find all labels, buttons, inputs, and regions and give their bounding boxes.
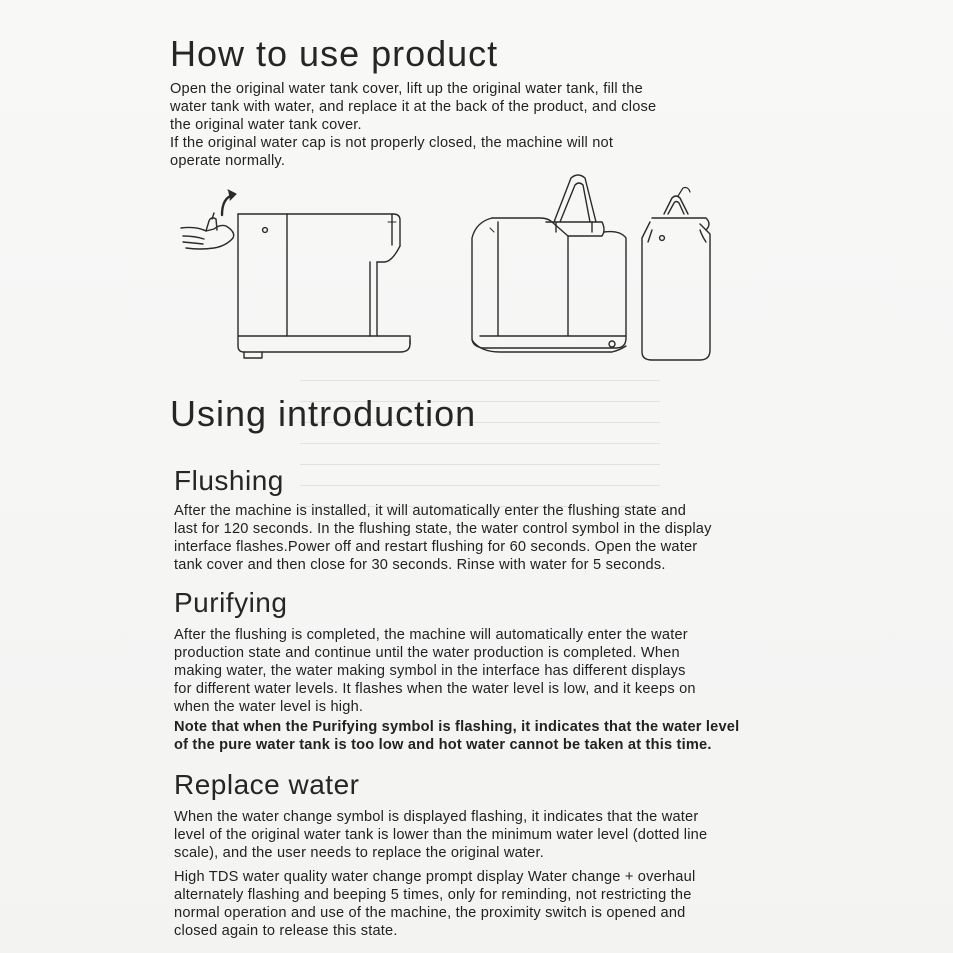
replace-water-title: Replace water (174, 769, 360, 800)
how-to-use-title: How to use product (170, 33, 499, 74)
replace-water-line-3: scale), and the user needs to replace the original water. (174, 845, 544, 861)
how-to-use-line-3: the original water tank cover. (170, 117, 362, 133)
using-introduction-title: Using introduction (170, 393, 477, 434)
machine-with-tank-lifted-illustration (472, 175, 626, 352)
flushing-line-4: tank cover and then close for 30 seconds. Rinse with water for 5 seconds. (174, 557, 666, 573)
how-to-use-line-2: water tank with water, and replace it at the back of the product, and close (170, 99, 657, 115)
hand-opening-cover-illustration (181, 190, 410, 358)
purifying-title: Purifying (174, 587, 288, 618)
replace-water-line-1: When the water change symbol is displayed flashing, it indicates that the water (174, 809, 699, 825)
flushing-line-1: After the machine is installed, it will automatically enter the flushing state and (174, 503, 687, 519)
replace-water-line-6: normal operation and use of the machine, the proximity switch is opened and (174, 905, 686, 921)
flushing-title: Flushing (174, 465, 284, 496)
replace-water-line-7: closed again to release this state. (174, 923, 398, 939)
how-to-use-line-4: If the original water cap is not properly closed, the machine will not (170, 135, 614, 151)
purifying-line-4: for different water levels. It flashes when the water level is low, and it keeps on (174, 681, 696, 697)
purifying-line-3: making water, the water making symbol in the interface has different displays (174, 663, 686, 679)
purifying-note-line-1: Note that when the Purifying symbol is flashing, it indicates that the water level (174, 719, 740, 735)
how-to-use-line-5: operate normally. (170, 153, 286, 169)
how-to-use-line-1: Open the original water tank cover, lift up the original water tank, fill the (170, 81, 643, 97)
purifying-line-1: After the flushing is completed, the machine will automatically enter the water (174, 627, 688, 643)
purifying-line-2: production state and continue until the water production is completed. When (174, 645, 680, 661)
flushing-line-2: last for 120 seconds. In the flushing state, the water control symbol in the display (174, 521, 712, 537)
replace-water-line-4: High TDS water quality water change prompt display Water change + overhaul (174, 869, 696, 885)
replace-water-line-2: level of the original water tank is lower than the minimum water level (dotted line (174, 827, 708, 843)
replace-water-line-5: alternately flashing and beeping 5 times, only for reminding, not restricting the (174, 887, 692, 903)
water-tank-illustration (642, 188, 710, 361)
purifying-line-5: when the water level is high. (174, 699, 364, 715)
purifying-note-line-2: of the pure water tank is too low and hot water cannot be taken at this time. (174, 737, 712, 753)
flushing-line-3: interface flashes.Power off and restart flushing for 60 seconds. Open the water (174, 539, 698, 555)
bleed-through-table (300, 360, 660, 510)
